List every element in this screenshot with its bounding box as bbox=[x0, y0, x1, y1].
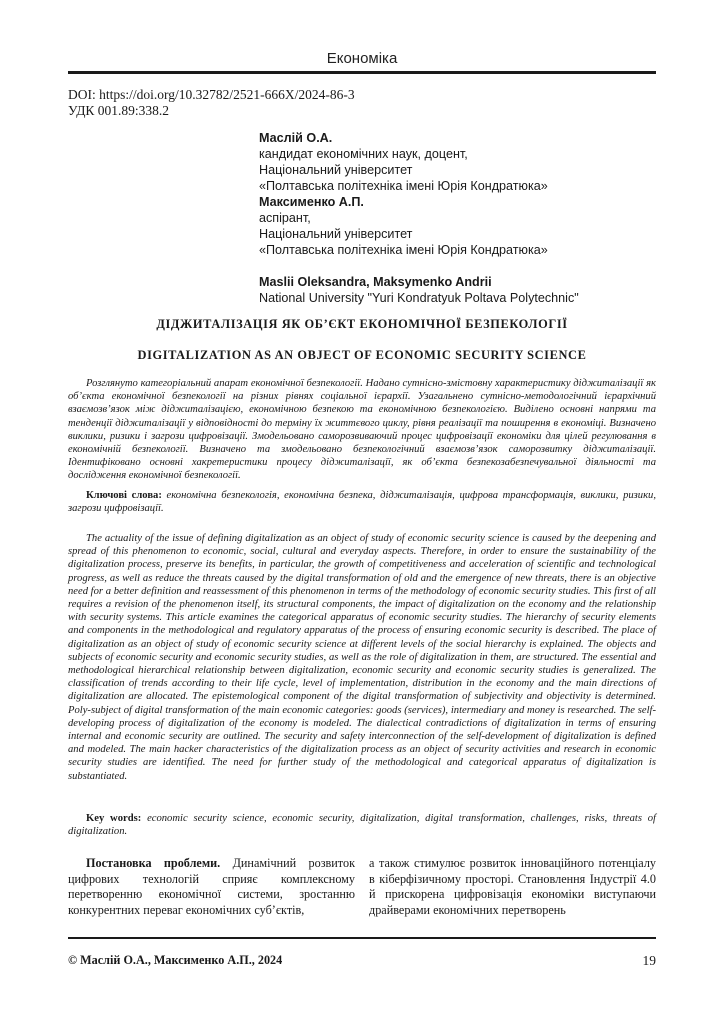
keywords-text: економічна безпекологія, економічна безпека, діджиталізація, цифрова трансформація, виклики, ризики, загрози цифровізації. bbox=[68, 490, 656, 515]
header-rule bbox=[68, 71, 656, 74]
author-affiliation: «Полтавська політехніка імені Юрія Кондратюка» bbox=[259, 243, 548, 257]
abstract-text: The actuality of the issue of defining digitalization as an object of study of economic security science is caused by the deepening and spread of this phenomenon to economic, social, cultural and everyday aspects. Therefore, in order to ensure the sustainability of the digitalization process, preserve its benefits, in particular, the growth of competitiveness and acceleration of scientific and technological progress, as well as reduce the threats caused by the digital transformation of old and the emergence of new threats, there is an objective need for a better definition and reassessment of this phenomenon in terms of the methodology of economic security studies. This first of all requires a revision of the phenomenon itself, its structural components, the impact of digitalization on the economy and the relationship with security systems. This article examines the categorical apparatus of economic security studies. The hierarchy of security elements and components in the methodological and regulatory apparatus of the process of ensuring economic security is described. The place of digitalization as an object of study of economic security science at different levels of the social hierarchy is explained. The objects and subjects of economic security and economic security studies, as well as the role of digitalization in them, are structured. The essential and methodological hierarchical relationship between digitalization, economic security and economic security studies is generalized. The classification of trends according to their life cycle, level of implementation, distribution in the economy and the main directions of digitalization are allocated. The epistemological component of the digital transformation of subjectivity and objectivity is determined. Poly-subject of digital transformation of the main economic categories: goods (services), intermediary and money is researched. The self-developing process of digitalization of the economy is modeled. The dialectical contradictions of digitalization in terms of ensuring internal and economic security are outlined. The security and safety interconnection of the self-development of digitalization is defined and modeled. The main hacker characteristics of the digitalization process as an object of security activities and research in economic security studies are identified. The need for further study of the methodological and categorical apparatus of digitalization is substantiated. bbox=[68, 533, 656, 782]
article-meta bbox=[68, 87, 355, 119]
keywords-label: Key words: bbox=[86, 813, 142, 824]
author-block bbox=[259, 130, 579, 306]
keywords-text: economic security science, economic security, digitalization, digital transformation, challenges, risks, threats of digitalization. bbox=[68, 813, 656, 838]
article-title-english: DIGITALIZATION AS AN OBJECT OF ECONOMIC SECURITY SCIENCE bbox=[137, 348, 587, 362]
author-name: Маслій О.А. bbox=[259, 131, 333, 145]
author-position: аспірант, bbox=[259, 211, 311, 225]
author-name: Максименко А.П. bbox=[259, 195, 364, 209]
keywords-ukrainian bbox=[68, 489, 656, 515]
copyright-notice: © Маслій О.А., Максименко А.П., 2024 bbox=[68, 953, 283, 967]
spacer bbox=[259, 258, 579, 274]
author-affiliation: Національний університет bbox=[259, 163, 413, 177]
page-number: 19 bbox=[642, 953, 656, 968]
udc-line: УДК 001.89:338.2 bbox=[68, 103, 170, 118]
body-column-left bbox=[68, 856, 355, 918]
abstract-text: Розглянуто категоріальний апарат економічної безпекології. Надано сутнісно-змістовну характеристику діджиталізації як об’єкта економічної безпекології на різних рівнях соціальної ієрархії. Узагальнено сутнісно-методологічний ієрархічний взаємозв’язок між діджиталізацією, економічною безпекою та економічною безпекологією. Виділено основні напрями та тенденції діджиталізації у відповідності до терміну їх життєвого циклу, рівня реалізації та поширення в економіці. Визначено виклики, ризики і загрози цифровізації. Змодельовано саморозвиваючий процес цифровізації економіки для цілей регулювання в економічній безпекології. Визначено та змодельовано безпекологічний взаємозв’язок саморозвитку діджиталізації. Ідентифіковано основні хакретеристики процесу діджиталізації, як об’єкта безпекозабезпечувальної діяльності та дослідження економічної безпекології. bbox=[68, 378, 656, 482]
doi-line[interactable]: DOI: https://doi.org/10.32782/2521-666X/2024-86-3 bbox=[68, 87, 355, 102]
abstract-english bbox=[68, 532, 656, 783]
body-text: Динамічний розвиток цифрових технологій сприяє комплексному перетворенню економічної системи, зростанню конкурентних переваг економічних суб’єктів, bbox=[68, 856, 355, 917]
running-header: Економіка bbox=[326, 50, 398, 67]
body-column-right bbox=[369, 856, 656, 918]
author-affiliation: Національний університет bbox=[259, 227, 413, 241]
author-position: кандидат економічних наук, доцент, bbox=[259, 147, 468, 161]
keywords-label: Ключові слова: bbox=[86, 490, 162, 501]
footer-rule bbox=[68, 937, 656, 939]
abstract-ukrainian bbox=[68, 377, 656, 483]
author-affiliation: «Полтавська політехніка імені Юрія Кондратюка» bbox=[259, 179, 548, 193]
author-names-english: Maslii Oleksandra, Maksymenko Andrii bbox=[259, 275, 492, 289]
body-text: а також стимулює розвиток інноваційного потенціалу в кіберфізичному просторі. Становлення Індустрії 4.0 й прискорена цифровізація економіки виступаючи драйверами економічних перетворень bbox=[369, 856, 656, 917]
keywords-english bbox=[68, 812, 656, 838]
article-title-ukrainian: ДІДЖИТАЛІЗАЦІЯ ЯК ОБ’ЄКТ ЕКОНОМІЧНОЇ БЕЗПЕКОЛОГІЇ bbox=[156, 317, 568, 331]
section-heading: Постановка проблеми. bbox=[86, 856, 221, 870]
author-affiliation-english: National University "Yuri Kondratyuk Poltava Polytechnic" bbox=[259, 291, 579, 305]
